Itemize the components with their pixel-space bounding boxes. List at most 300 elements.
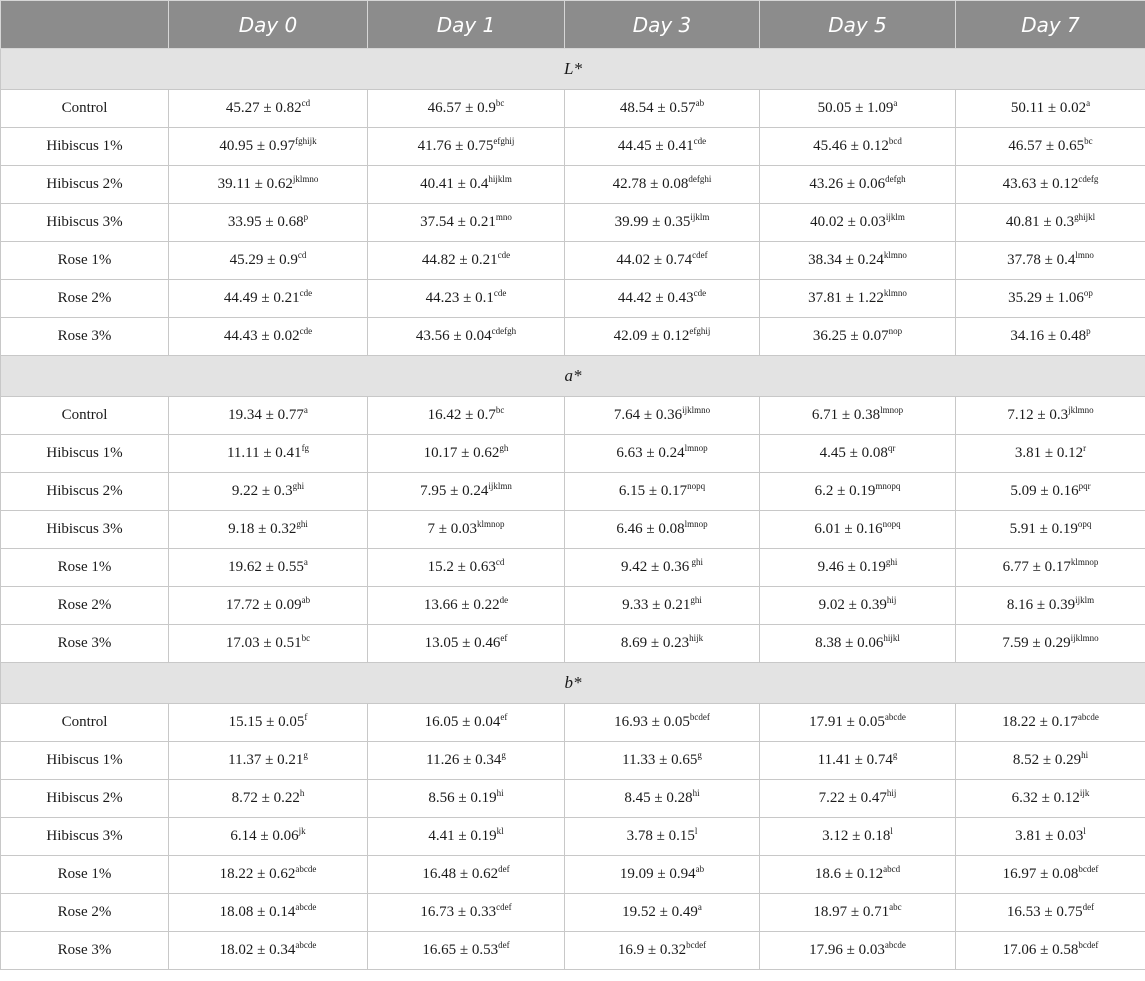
significance-letters: fghijk bbox=[295, 136, 317, 146]
cell-value: 37.81 ± 1.22 bbox=[808, 290, 884, 306]
value-cell bbox=[169, 473, 368, 511]
significance-letters: klmno bbox=[883, 250, 907, 260]
value-cell bbox=[368, 704, 565, 742]
significance-letters: bc bbox=[495, 98, 505, 108]
cell-value: 18.02 ± 0.34 bbox=[219, 942, 296, 958]
significance-letters: f bbox=[304, 712, 308, 722]
significance-letters: hi bbox=[1081, 750, 1089, 760]
cell-value: 7.22 ± 0.47 bbox=[818, 790, 887, 806]
significance-letters: ghi bbox=[885, 557, 898, 567]
significance-letters: ef bbox=[500, 712, 508, 722]
header-day-3: Day 3 bbox=[565, 1, 760, 49]
value-cell bbox=[368, 587, 565, 625]
value-cell bbox=[956, 587, 1145, 625]
cell-value: 19.09 ± 0.94 bbox=[619, 866, 696, 882]
cell-value: 34.16 ± 0.48 bbox=[1010, 328, 1087, 344]
cell-value: 8.16 ± 0.39 bbox=[1006, 597, 1076, 613]
table-row bbox=[1, 511, 1145, 549]
value-cell bbox=[760, 780, 956, 818]
value-cell bbox=[565, 204, 760, 242]
significance-letters: g bbox=[697, 750, 702, 760]
significance-letters: kl bbox=[496, 826, 504, 836]
significance-letters: nopq bbox=[687, 481, 706, 491]
value-cell bbox=[169, 587, 368, 625]
table-row bbox=[1, 856, 1145, 894]
value-cell bbox=[565, 704, 760, 742]
value-cell bbox=[760, 435, 956, 473]
significance-letters: qr bbox=[887, 443, 896, 453]
table-row bbox=[1, 318, 1145, 356]
value-cell bbox=[368, 625, 565, 663]
significance-letters: cdefgh bbox=[491, 326, 517, 336]
value-cell bbox=[760, 511, 956, 549]
cell-value: 40.41 ± 0.4 bbox=[420, 176, 489, 192]
significance-letters: bc bbox=[1084, 136, 1093, 146]
significance-letters: ijklmno bbox=[1070, 633, 1099, 643]
significance-letters: ghi bbox=[292, 481, 305, 491]
row-label: Rose 1% bbox=[1, 549, 169, 587]
cell-value: 8.56 ± 0.19 bbox=[428, 790, 497, 806]
value-cell bbox=[565, 932, 760, 970]
cell-value: 8.52 ± 0.29 bbox=[1012, 752, 1082, 768]
cell-value: 16.9 ± 0.32 bbox=[617, 942, 687, 958]
table-row bbox=[1, 894, 1145, 932]
cell-value: 40.81 ± 0.3 bbox=[1005, 214, 1075, 230]
value-cell bbox=[565, 894, 760, 932]
significance-letters: abcde bbox=[1077, 712, 1099, 722]
cell-value: 8.69 ± 0.23 bbox=[620, 635, 690, 651]
section-header-row bbox=[1, 663, 1145, 704]
cell-value: 18.6 ± 0.12 bbox=[814, 866, 884, 882]
significance-letters: lmnop bbox=[684, 443, 708, 453]
value-cell bbox=[169, 818, 368, 856]
cell-value: 5.91 ± 0.19 bbox=[1009, 521, 1078, 537]
significance-letters: ijklmn bbox=[488, 481, 512, 491]
cell-value: 18.08 ± 0.14 bbox=[219, 904, 296, 920]
value-cell bbox=[956, 473, 1145, 511]
table-row bbox=[1, 435, 1145, 473]
cell-value: 11.37 ± 0.21 bbox=[228, 752, 304, 768]
value-cell bbox=[169, 242, 368, 280]
cell-value: 9.33 ± 0.21 bbox=[622, 597, 691, 613]
value-cell bbox=[169, 90, 368, 128]
row-label: Hibiscus 3% bbox=[1, 204, 169, 242]
section-title: L* bbox=[1, 49, 1145, 90]
value-cell bbox=[760, 318, 956, 356]
significance-letters: abcde bbox=[295, 864, 317, 874]
cell-value: 40.02 ± 0.03 bbox=[810, 214, 886, 230]
cell-value: 44.23 ± 0.1 bbox=[425, 290, 494, 306]
significance-letters: hijk bbox=[689, 633, 704, 643]
cell-value: 48.54 ± 0.57 bbox=[619, 100, 696, 116]
significance-letters: mnopq bbox=[875, 481, 901, 491]
row-label: Hibiscus 1% bbox=[1, 435, 169, 473]
cell-value: 17.06 ± 0.58 bbox=[1002, 942, 1079, 958]
significance-letters: gh bbox=[499, 443, 509, 453]
significance-letters: nop bbox=[888, 326, 903, 336]
cell-value: 9.02 ± 0.39 bbox=[818, 597, 887, 613]
value-cell bbox=[956, 435, 1145, 473]
row-label: Rose 3% bbox=[1, 932, 169, 970]
cell-value: 16.05 ± 0.04 bbox=[424, 714, 501, 730]
cell-value: 16.93 ± 0.05 bbox=[614, 714, 690, 730]
cell-value: 9.22 ± 0.3 bbox=[231, 483, 293, 499]
significance-letters: a bbox=[893, 98, 898, 108]
value-cell bbox=[760, 587, 956, 625]
value-cell bbox=[169, 166, 368, 204]
cell-value: 43.63 ± 0.12 bbox=[1002, 176, 1079, 192]
row-label: Rose 2% bbox=[1, 894, 169, 932]
significance-letters: ghijkl bbox=[1074, 212, 1096, 222]
cell-value: 18.97 ± 0.71 bbox=[813, 904, 890, 920]
significance-letters: p bbox=[1086, 326, 1091, 336]
value-cell bbox=[169, 397, 368, 435]
value-cell bbox=[565, 128, 760, 166]
cell-value: 13.05 ± 0.46 bbox=[424, 635, 501, 651]
cell-value: 3.12 ± 0.18 bbox=[822, 828, 891, 844]
value-cell bbox=[956, 549, 1145, 587]
significance-letters: hijklm bbox=[488, 174, 512, 184]
significance-letters: cdef bbox=[496, 902, 512, 912]
value-cell bbox=[760, 932, 956, 970]
value-cell bbox=[565, 318, 760, 356]
significance-letters: g bbox=[303, 750, 308, 760]
significance-letters: a bbox=[303, 405, 308, 415]
cell-value: 37.78 ± 0.4 bbox=[1007, 252, 1076, 268]
significance-letters: l bbox=[890, 826, 893, 836]
value-cell bbox=[565, 587, 760, 625]
value-cell bbox=[368, 742, 565, 780]
value-cell bbox=[956, 280, 1145, 318]
value-cell bbox=[956, 856, 1145, 894]
row-label: Rose 1% bbox=[1, 856, 169, 894]
value-cell bbox=[760, 204, 956, 242]
value-cell bbox=[368, 780, 565, 818]
cell-value: 3.81 ± 0.03 bbox=[1015, 828, 1084, 844]
row-label: Rose 3% bbox=[1, 318, 169, 356]
cell-value: 6.63 ± 0.24 bbox=[616, 445, 685, 461]
row-label: Hibiscus 2% bbox=[1, 166, 169, 204]
value-cell bbox=[368, 856, 565, 894]
cell-value: 38.34 ± 0.24 bbox=[808, 252, 884, 268]
table-row bbox=[1, 742, 1145, 780]
table-row bbox=[1, 932, 1145, 970]
significance-letters: ab bbox=[301, 595, 311, 605]
significance-letters: ghi bbox=[690, 595, 702, 605]
value-cell bbox=[760, 704, 956, 742]
value-cell bbox=[760, 549, 956, 587]
value-cell bbox=[760, 818, 956, 856]
table-row bbox=[1, 780, 1145, 818]
value-cell bbox=[565, 473, 760, 511]
header-corner bbox=[1, 1, 169, 49]
significance-letters: lmnop bbox=[880, 405, 904, 415]
value-cell bbox=[169, 704, 368, 742]
value-cell bbox=[368, 511, 565, 549]
value-cell bbox=[956, 318, 1145, 356]
significance-letters: defgh bbox=[885, 174, 906, 184]
cell-value: 6.01 ± 0.16 bbox=[814, 521, 883, 537]
row-label: Hibiscus 2% bbox=[1, 473, 169, 511]
cell-value: 8.72 ± 0.22 bbox=[231, 790, 300, 806]
cell-value: 11.11 ± 0.41 bbox=[226, 445, 302, 461]
cell-value: 42.09 ± 0.12 bbox=[613, 328, 690, 344]
value-cell bbox=[956, 397, 1145, 435]
value-cell bbox=[565, 780, 760, 818]
row-label: Rose 2% bbox=[1, 587, 169, 625]
value-cell bbox=[760, 280, 956, 318]
significance-letters: bcdef bbox=[689, 712, 710, 722]
value-cell bbox=[565, 435, 760, 473]
significance-letters: cdef bbox=[692, 250, 708, 260]
significance-letters: l bbox=[694, 826, 698, 836]
value-cell bbox=[368, 397, 565, 435]
cell-value: 6.71 ± 0.38 bbox=[811, 407, 881, 423]
significance-letters: hij bbox=[886, 788, 897, 798]
significance-letters: abcde bbox=[295, 902, 317, 912]
significance-letters: bc bbox=[495, 405, 505, 415]
significance-letters: cd bbox=[495, 557, 505, 567]
significance-letters: hijkl bbox=[883, 633, 900, 643]
cell-value: 16.97 ± 0.08 bbox=[1002, 866, 1079, 882]
cell-value: 11.26 ± 0.34 bbox=[426, 752, 502, 768]
significance-letters: ijklm bbox=[690, 212, 710, 222]
significance-letters: klmno bbox=[883, 288, 907, 298]
significance-letters: cde bbox=[497, 250, 511, 260]
table-row bbox=[1, 473, 1145, 511]
cell-value: 46.57 ± 0.65 bbox=[1008, 138, 1085, 154]
cell-value: 39.99 ± 0.35 bbox=[614, 214, 691, 230]
cell-value: 50.11 ± 0.02 bbox=[1010, 100, 1087, 116]
cell-value: 6.46 ± 0.08 bbox=[616, 521, 685, 537]
cell-value: 18.22 ± 0.17 bbox=[1002, 714, 1078, 730]
significance-letters: cd bbox=[301, 98, 311, 108]
value-cell bbox=[565, 90, 760, 128]
cell-value: 5.09 ± 0.16 bbox=[1010, 483, 1079, 499]
value-cell bbox=[368, 166, 565, 204]
significance-letters: a bbox=[1086, 98, 1091, 108]
value-cell bbox=[760, 625, 956, 663]
significance-letters: jk bbox=[298, 826, 306, 836]
cell-value: 16.42 ± 0.7 bbox=[427, 407, 496, 423]
value-cell bbox=[565, 242, 760, 280]
cell-value: 7.64 ± 0.36 bbox=[613, 407, 683, 423]
table-row bbox=[1, 818, 1145, 856]
table-row bbox=[1, 166, 1145, 204]
value-cell bbox=[169, 932, 368, 970]
value-cell bbox=[565, 280, 760, 318]
cell-value: 45.27 ± 0.82 bbox=[225, 100, 302, 116]
cell-value: 44.43 ± 0.02 bbox=[223, 328, 300, 344]
row-label: Hibiscus 3% bbox=[1, 511, 169, 549]
row-label: Hibiscus 3% bbox=[1, 818, 169, 856]
value-cell bbox=[956, 128, 1145, 166]
cell-value: 43.26 ± 0.06 bbox=[809, 176, 886, 192]
value-cell bbox=[956, 90, 1145, 128]
table-row bbox=[1, 128, 1145, 166]
significance-letters: defghi bbox=[688, 174, 712, 184]
value-cell bbox=[956, 166, 1145, 204]
value-cell bbox=[956, 511, 1145, 549]
cell-value: 17.96 ± 0.03 bbox=[809, 942, 885, 958]
value-cell bbox=[368, 280, 565, 318]
value-cell bbox=[760, 397, 956, 435]
value-cell bbox=[565, 549, 760, 587]
significance-letters: l bbox=[1083, 826, 1086, 836]
row-label: Hibiscus 1% bbox=[1, 128, 169, 166]
cell-value: 3.78 ± 0.15 bbox=[626, 828, 695, 844]
table-row bbox=[1, 280, 1145, 318]
value-cell bbox=[760, 128, 956, 166]
cell-value: 18.22 ± 0.62 bbox=[219, 866, 296, 882]
significance-letters: lmnop bbox=[684, 519, 708, 529]
value-cell bbox=[760, 90, 956, 128]
value-cell bbox=[956, 204, 1145, 242]
table-row bbox=[1, 204, 1145, 242]
significance-letters: hi bbox=[496, 788, 504, 798]
cell-value: 11.33 ± 0.65 bbox=[622, 752, 698, 768]
row-label: Rose 2% bbox=[1, 280, 169, 318]
value-cell bbox=[565, 397, 760, 435]
significance-letters: ef bbox=[500, 633, 508, 643]
significance-letters: klmnop bbox=[476, 519, 505, 529]
value-cell bbox=[368, 549, 565, 587]
cell-value: 43.56 ± 0.04 bbox=[415, 328, 492, 344]
significance-letters: r bbox=[1083, 443, 1087, 453]
cell-value: 6.2 ± 0.19 bbox=[814, 483, 876, 499]
table-row bbox=[1, 587, 1145, 625]
significance-letters: bcdef bbox=[1078, 940, 1099, 950]
significance-letters: opq bbox=[1077, 519, 1092, 529]
significance-letters: p bbox=[303, 212, 309, 222]
value-cell bbox=[169, 625, 368, 663]
value-cell bbox=[368, 90, 565, 128]
table-row bbox=[1, 90, 1145, 128]
cell-value: 45.46 ± 0.12 bbox=[813, 138, 889, 154]
cell-value: 19.52 ± 0.49 bbox=[622, 904, 698, 920]
significance-letters: ijk bbox=[1079, 788, 1090, 798]
significance-letters: ab bbox=[695, 98, 705, 108]
cell-value: 8.45 ± 0.28 bbox=[624, 790, 693, 806]
significance-letters: de bbox=[499, 595, 509, 605]
significance-letters: cde bbox=[493, 288, 507, 298]
cell-value: 44.45 ± 0.41 bbox=[617, 138, 694, 154]
row-label: Control bbox=[1, 704, 169, 742]
value-cell bbox=[565, 856, 760, 894]
significance-letters: hi bbox=[692, 788, 700, 798]
cell-value: 36.25 ± 0.07 bbox=[812, 328, 889, 344]
cell-value: 42.78 ± 0.08 bbox=[612, 176, 689, 192]
header-day-0: Day 0 bbox=[169, 1, 368, 49]
significance-letters: hij bbox=[886, 595, 897, 605]
value-cell bbox=[956, 742, 1145, 780]
header-day-7: Day 7 bbox=[956, 1, 1145, 49]
significance-letters: lmno bbox=[1075, 250, 1094, 260]
cell-value: 37.54 ± 0.21 bbox=[420, 214, 496, 230]
value-cell bbox=[565, 818, 760, 856]
value-cell bbox=[565, 742, 760, 780]
cell-value: 46.57 ± 0.9 bbox=[427, 100, 496, 116]
table-row bbox=[1, 704, 1145, 742]
value-cell bbox=[956, 932, 1145, 970]
value-cell bbox=[565, 166, 760, 204]
significance-letters: ijklm bbox=[1075, 595, 1095, 605]
significance-letters: efghij bbox=[689, 326, 711, 336]
value-cell bbox=[956, 704, 1145, 742]
value-cell bbox=[956, 894, 1145, 932]
significance-letters: jklmno bbox=[1068, 405, 1094, 415]
value-cell bbox=[760, 166, 956, 204]
row-label: Hibiscus 2% bbox=[1, 780, 169, 818]
significance-letters: ghi bbox=[689, 557, 703, 567]
significance-letters: cde bbox=[693, 288, 707, 298]
cell-value: 10.17 ± 0.62 bbox=[423, 445, 500, 461]
cell-value: 16.73 ± 0.33 bbox=[420, 904, 497, 920]
table-row bbox=[1, 397, 1145, 435]
value-cell bbox=[565, 625, 760, 663]
cell-value: 40.95 ± 0.97 bbox=[219, 138, 296, 154]
value-cell bbox=[956, 625, 1145, 663]
cell-value: 9.46 ± 0.19 bbox=[817, 559, 886, 575]
value-cell bbox=[760, 894, 956, 932]
value-cell bbox=[368, 932, 565, 970]
section-title: b* bbox=[1, 663, 1145, 704]
value-cell bbox=[169, 280, 368, 318]
significance-letters: klmnop bbox=[1070, 557, 1099, 567]
significance-letters: bcdef bbox=[1078, 864, 1099, 874]
cell-value: 7.12 ± 0.3 bbox=[1007, 407, 1069, 423]
value-cell bbox=[169, 511, 368, 549]
cell-value: 15.2 ± 0.63 bbox=[427, 559, 496, 575]
cell-value: 7.59 ± 0.29 bbox=[1002, 635, 1071, 651]
value-cell bbox=[956, 818, 1145, 856]
table-body bbox=[1, 49, 1145, 970]
cell-value: 19.62 ± 0.55 bbox=[228, 559, 304, 575]
significance-letters: bc bbox=[301, 633, 311, 643]
row-label: Rose 1% bbox=[1, 242, 169, 280]
row-label: Rose 3% bbox=[1, 625, 169, 663]
value-cell bbox=[368, 473, 565, 511]
cell-value: 19.34 ± 0.77 bbox=[228, 407, 304, 423]
value-cell bbox=[368, 894, 565, 932]
header-day-1: Day 1 bbox=[368, 1, 565, 49]
cell-value: 11.41 ± 0.74 bbox=[817, 752, 893, 768]
significance-letters: cde bbox=[299, 288, 313, 298]
cell-value: 44.49 ± 0.21 bbox=[223, 290, 300, 306]
significance-letters: jklmno bbox=[292, 174, 319, 184]
cell-value: 15.15 ± 0.05 bbox=[228, 714, 305, 730]
value-cell bbox=[956, 242, 1145, 280]
cell-value: 6.77 ± 0.17 bbox=[1002, 559, 1071, 575]
cell-value: 35.29 ± 1.06 bbox=[1008, 290, 1084, 306]
value-cell bbox=[169, 204, 368, 242]
value-cell bbox=[169, 318, 368, 356]
cell-value: 13.66 ± 0.22 bbox=[423, 597, 500, 613]
value-cell bbox=[169, 549, 368, 587]
cell-value: 6.14 ± 0.06 bbox=[230, 828, 299, 844]
cell-value: 6.32 ± 0.12 bbox=[1011, 790, 1080, 806]
value-cell bbox=[169, 742, 368, 780]
cell-value: 9.18 ± 0.32 bbox=[228, 521, 297, 537]
table-row bbox=[1, 625, 1145, 663]
cell-value: 7 ± 0.03 bbox=[427, 521, 477, 537]
section-title: a* bbox=[1, 356, 1145, 397]
significance-letters: def bbox=[498, 940, 510, 950]
header-day-5: Day 5 bbox=[760, 1, 956, 49]
significance-letters: ghi bbox=[296, 519, 308, 529]
value-cell bbox=[368, 204, 565, 242]
cell-value: 16.65 ± 0.53 bbox=[422, 942, 499, 958]
